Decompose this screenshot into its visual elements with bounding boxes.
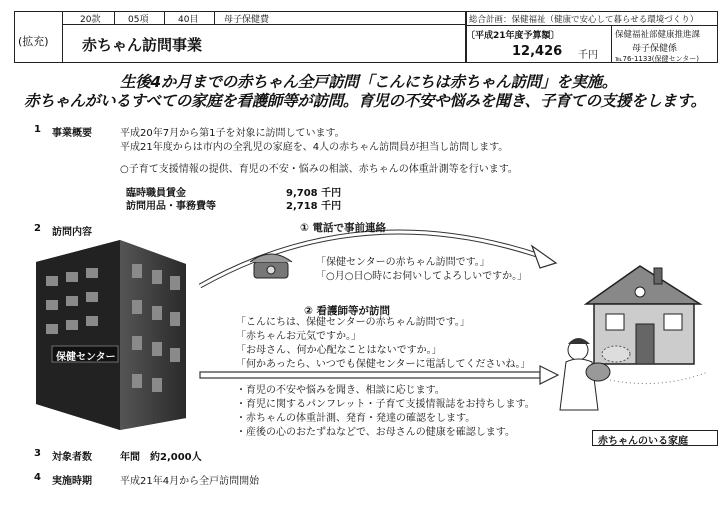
house-label: 赤ちゃんのいる家庭 bbox=[598, 436, 688, 447]
section3-number: 3 bbox=[34, 448, 41, 459]
step2-label: ② 看護師等が訪問 bbox=[304, 305, 391, 317]
headline-line1: 生後4か月までの赤ちゃん全戸訪問「こんにちは赤ちゃん訪問」を実施。 bbox=[120, 73, 617, 91]
support-item: ・産後の心のおたずねなどで、お母さんの健康を確認します。 bbox=[236, 427, 515, 438]
building-label: 保健センター bbox=[56, 352, 116, 363]
cost-label: 訪問用品・事務費等 bbox=[126, 201, 216, 212]
visit-line: 「お母さん、何か心配なことはないですか。」 bbox=[236, 345, 442, 356]
section2-title: 訪問内容 bbox=[52, 227, 92, 238]
visit-dialogue bbox=[236, 316, 531, 372]
building-icon bbox=[36, 240, 186, 430]
visit-line: 「何かあったら、いつでも保健センターに電話してくださいね。」 bbox=[236, 359, 531, 370]
section2-number: 2 bbox=[34, 223, 41, 234]
budget-label: 〔平成21年度予算額〕 bbox=[466, 31, 560, 41]
visit-line: 「赤ちゃんお元気ですか。」 bbox=[236, 331, 361, 342]
support-list bbox=[236, 384, 535, 440]
section3-title: 対象者数 bbox=[52, 452, 92, 463]
house-icon bbox=[586, 266, 700, 364]
section-label: 母子保健係 bbox=[632, 44, 678, 54]
section4-title: 実施時期 bbox=[52, 476, 92, 487]
phone-line: 「保健センターの赤ちゃん訪問です。」 bbox=[316, 257, 490, 268]
support-item: ・赤ちゃんの体重計測、発育・発達の確認をします。 bbox=[236, 413, 476, 424]
code-kou: 05項 bbox=[128, 15, 149, 25]
plan-label: 総合計画：保健福祉（健康で安心して暮らせる環境づくり） bbox=[469, 15, 699, 25]
support-item: ・育児の不安や悩みを聞き、相談に応じます。 bbox=[236, 385, 445, 396]
cost-label: 臨時職員賃金 bbox=[126, 188, 186, 199]
step1-label: ① 電話で事前連絡 bbox=[300, 222, 387, 234]
budget-value: 12,426 bbox=[512, 44, 563, 59]
arc-arrowhead bbox=[532, 246, 556, 268]
section1-line: 平成20年7月から第1子を対象に訪問しています。 bbox=[120, 128, 345, 139]
section1-number: 1 bbox=[34, 124, 41, 135]
cost-value: 9,708 千円 bbox=[286, 188, 342, 199]
support-item: ・育児に関するパンフレット・子育て支援情報誌をお持ちします。 bbox=[236, 399, 535, 410]
category-label: 母子保健費 bbox=[224, 15, 270, 25]
tel-label: ℡76-1133(保健センター) bbox=[615, 55, 699, 63]
section4-text: 平成21年4月から全戸訪問開始 bbox=[120, 476, 260, 487]
expansion-tag: (拡充) bbox=[18, 35, 49, 48]
code-moku: 40目 bbox=[178, 15, 199, 25]
section1-title: 事業概要 bbox=[52, 128, 92, 139]
headline-line2: 赤ちゃんがいるすべての家庭を看護師等が訪問。育児の不安や悩みを聞き、子育ての支援をします。 bbox=[24, 92, 706, 110]
page-title: 赤ちゃん訪問事業 bbox=[82, 36, 203, 54]
section1-line: ○子育て支援情報の提供、育児の不安・悩みの相談、赤ちゃんの体重計測等を行います。 bbox=[120, 164, 518, 175]
visit-line: 「こんにちは、保健センターの赤ちゃん訪問です。」 bbox=[236, 317, 470, 328]
dept-label: 保健福祉部健康推進課 bbox=[615, 30, 701, 40]
telephone-icon bbox=[250, 254, 292, 278]
code-kan: 20款 bbox=[80, 15, 101, 25]
phone-dialogue bbox=[316, 256, 527, 284]
phone-line: 「○月○日○時にお伺いしてよろしいですか。」 bbox=[316, 271, 528, 282]
section1-line: 平成21年度からは市内の全乳児の家庭を、4人の赤ちゃん訪問員が担当し訪問します。 bbox=[120, 142, 509, 153]
section4-number: 4 bbox=[34, 472, 41, 483]
budget-unit: 千円 bbox=[578, 50, 598, 61]
cost-value: 2,718 千円 bbox=[286, 201, 342, 212]
section3-text: 年間 約2,000人 bbox=[120, 452, 202, 463]
